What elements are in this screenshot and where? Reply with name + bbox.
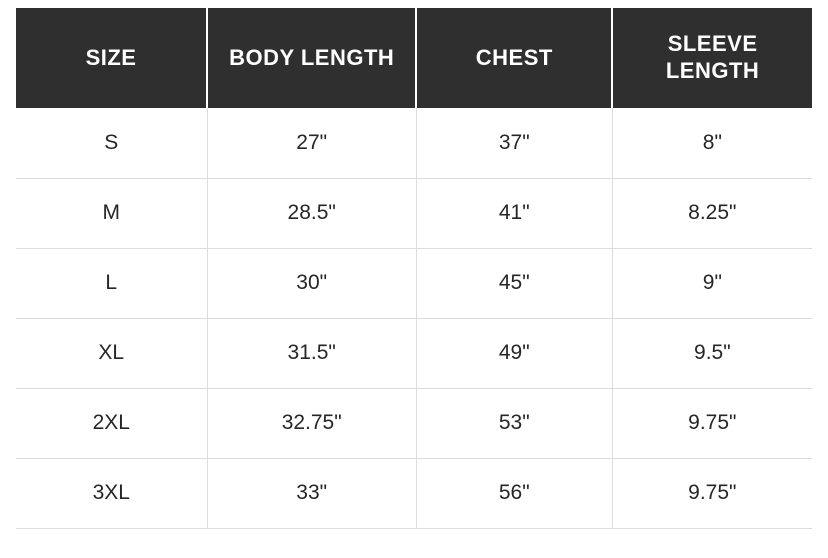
cell-body-length: 33" [207, 458, 416, 528]
cell-chest: 37" [416, 108, 612, 178]
cell-size: 2XL [16, 388, 207, 458]
column-header-body-length: BODY LENGTH [207, 8, 416, 108]
cell-chest: 56" [416, 458, 612, 528]
column-header-size: SIZE [16, 8, 207, 108]
table-body [16, 108, 812, 528]
cell-size: 3XL [16, 458, 207, 528]
cell-body-length: 30" [207, 248, 416, 318]
cell-chest: 41" [416, 178, 612, 248]
cell-sleeve-length: 9" [612, 248, 812, 318]
size-chart-table [16, 8, 812, 529]
table-row [16, 248, 812, 318]
size-chart-document [0, 8, 828, 558]
table-header [16, 8, 812, 108]
cell-chest: 49" [416, 318, 612, 388]
table-row [16, 318, 812, 388]
cell-size: M [16, 178, 207, 248]
cell-chest: 53" [416, 388, 612, 458]
cell-chest: 45" [416, 248, 612, 318]
cell-body-length: 28.5" [207, 178, 416, 248]
cell-sleeve-length: 9.5" [612, 318, 812, 388]
cell-sleeve-length: 9.75" [612, 458, 812, 528]
cell-sleeve-length: 8" [612, 108, 812, 178]
cell-size: L [16, 248, 207, 318]
cell-sleeve-length: 9.75" [612, 388, 812, 458]
column-header-chest: CHEST [416, 8, 612, 108]
cell-sleeve-length: 8.25" [612, 178, 812, 248]
cell-size: XL [16, 318, 207, 388]
table-row [16, 178, 812, 248]
table-row [16, 108, 812, 178]
cell-body-length: 32.75" [207, 388, 416, 458]
cell-body-length: 27" [207, 108, 416, 178]
header-row [16, 8, 812, 108]
table-row [16, 458, 812, 528]
cell-size: S [16, 108, 207, 178]
column-header-sleeve-length: SLEEVE LENGTH [612, 8, 812, 108]
table-row [16, 388, 812, 458]
cell-body-length: 31.5" [207, 318, 416, 388]
